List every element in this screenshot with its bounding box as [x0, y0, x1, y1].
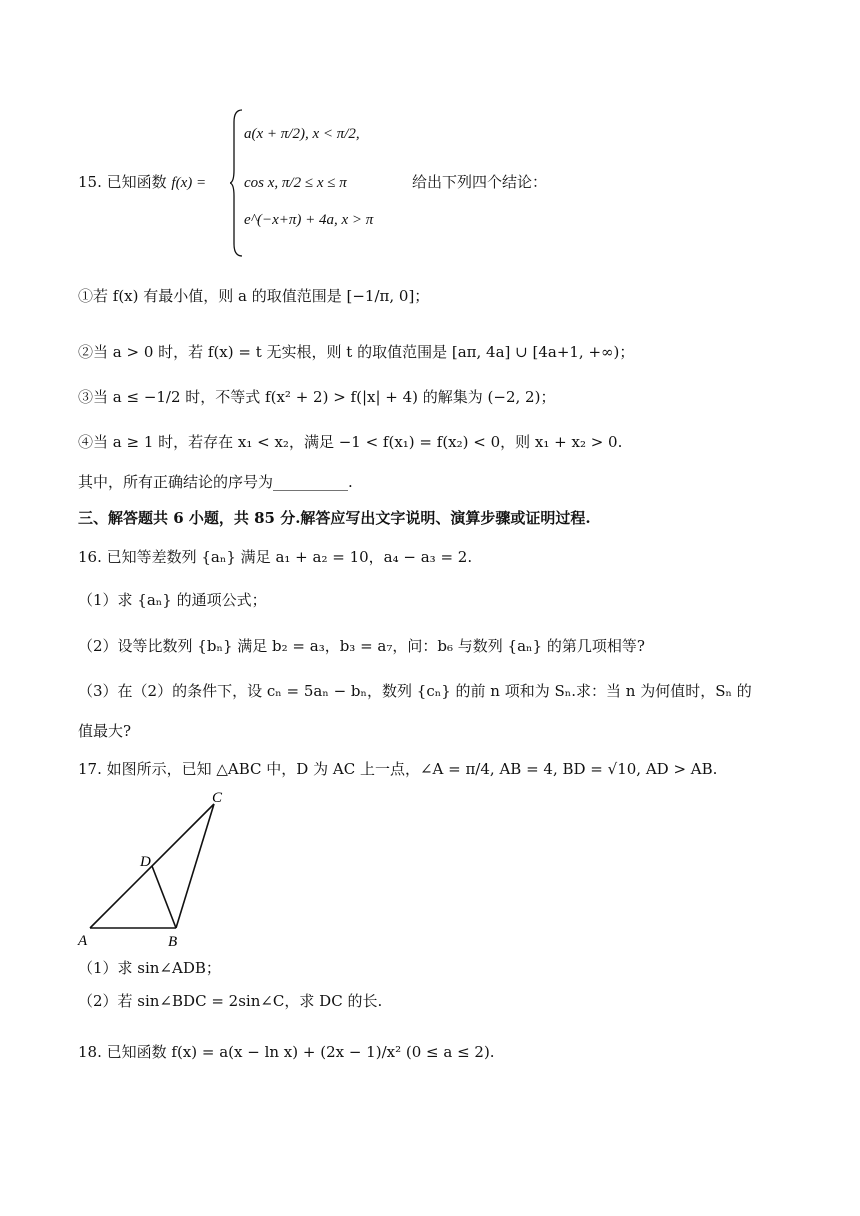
- section-3-heading: 三、解答题共 6 小题，共 85 分.解答应写出文字说明、演算步骤或证明过程.: [78, 509, 591, 527]
- triangle-figure: [76, 788, 246, 954]
- q17-part-2: （2）若 sin∠BDC = 2sin∠C，求 DC 的长.: [78, 992, 383, 1010]
- q16-stem: 16. 已知等差数列 {aₙ} 满足 a₁ + a₂ = 10，a₄ − a₃ = 2.: [78, 548, 473, 566]
- q16-part-2: （2）设等比数列 {bₙ} 满足 b₂ = a₃，b₃ = a₇，问：b₆ 与数列 {aₙ} 的第几项相等?: [78, 637, 645, 655]
- point-d-label: D: [140, 854, 151, 870]
- point-a-label: A: [78, 933, 88, 949]
- point-c-label: C: [212, 790, 223, 806]
- q15-conclusion-2: ②当 a > 0 时，若 f(x) = t 无实根，则 t 的取值范围是 [aπ, 4a] ∪ [4a+1, +∞)；: [78, 343, 635, 361]
- q15-ask: 其中，所有正确结论的序号为__________.: [78, 473, 353, 491]
- piece-1: a(x + π/2), x < π/2,: [244, 126, 360, 142]
- q15-label: 15. 已知函数 f(x) =: [78, 173, 207, 191]
- piece-2: cos x, π/2 ≤ x ≤ π: [244, 175, 347, 191]
- q17-part-1: （1）求 sin∠ADB；: [78, 959, 221, 977]
- q16-part-3-cont: 值最大?: [78, 722, 132, 740]
- q15-tail: 给出下列四个结论：: [412, 173, 548, 191]
- q17-stem: 17. 如图所示，已知 △ABC 中，D 为 AC 上一点，∠A = π/4, AB = 4, BD = √10, AD > AB.: [78, 760, 718, 778]
- piecewise-brace: [230, 108, 244, 258]
- q15-conclusion-4: ④当 a ≥ 1 时，若存在 x₁ < x₂，满足 −1 < f(x₁) = f(x₂) < 0，则 x₁ + x₂ > 0.: [78, 433, 623, 451]
- point-b-label: B: [168, 934, 178, 950]
- q16-part-1: （1）求 {aₙ} 的通项公式；: [78, 591, 267, 609]
- q15-conclusion-3: ③当 a ≤ −1/2 时，不等式 f(x² + 2) > f(|x| + 4) 的解集为 (−2, 2)；: [78, 388, 556, 406]
- q15-conclusion-1: ①若 f(x) 有最小值，则 a 的取值范围是 [−1/π, 0]；: [78, 287, 430, 305]
- q18-stem: 18. 已知函数 f(x) = a(x − ln x) + (2x − 1)/x² (0 ≤ a ≤ 2).: [78, 1043, 495, 1061]
- piece-3: e^(−x+π) + 4a, x > π: [244, 212, 374, 228]
- q16-part-3: （3）在（2）的条件下，设 cₙ = 5aₙ − bₙ，数列 {cₙ} 的前 n 项和为 Sₙ.求：当 n 为何值时，Sₙ 的: [78, 682, 752, 700]
